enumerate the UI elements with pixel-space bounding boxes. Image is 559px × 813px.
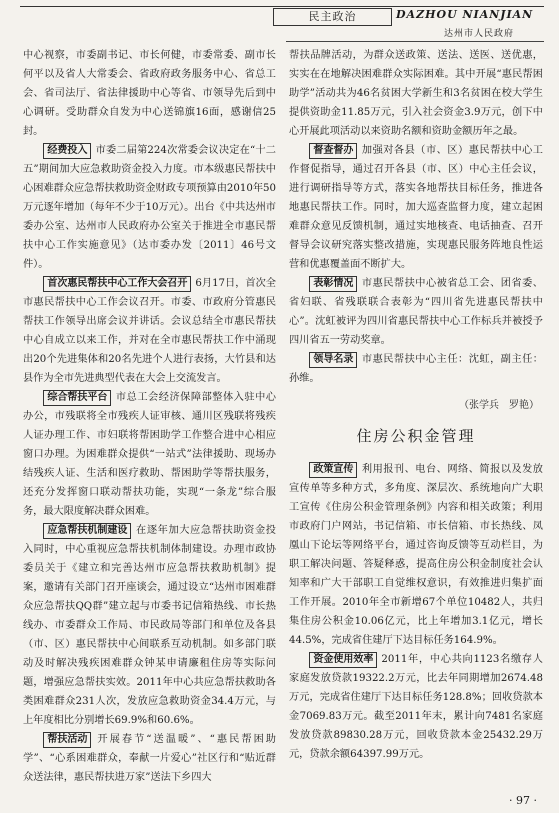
right-column bbox=[289, 46, 543, 764]
paragraph bbox=[23, 274, 276, 388]
journal-subtitle: 达州市人民政府 bbox=[444, 29, 515, 39]
paragraph-text: 开展春节“送温暖”、“惠民帮困助学”、“心系困难群众，奉献一片爱心”社区行和“贴近群众送法律，惠民帮扶进万家”送法下乡四大 bbox=[23, 734, 276, 783]
paragraph-text: 市惠民帮扶中心被省总工会、团省委、省妇联、省残联联合表彰为“四川省先进惠民帮扶中心”。沈虹被评为四川省惠民帮扶中心工作标兵并被授予四川省五一劳动奖章。 bbox=[289, 278, 543, 346]
paragraph-tag: 综合帮扶平台 bbox=[43, 390, 111, 406]
paragraph-text: 6月17日，首次全市惠民帮扶中心工作会议召开。市委、市政府分管惠民帮扶工作领导出席会议并讲话。会议总结全市惠民帮扶中心自成立以来工作，并对在全市惠民帮扶工作中涌现出20个先进集体和20名先进个人进行表扬，大竹县和达县作为全市先进典型代表在大会上交流发言。 bbox=[23, 278, 276, 384]
paragraph-tag: 资金使用效率 bbox=[309, 652, 377, 668]
paragraph bbox=[23, 730, 276, 787]
paragraph-tag: 表彰情况 bbox=[309, 276, 357, 292]
paragraph-text: 市惠民帮扶中心主任：沈虹，副主任：孙维。 bbox=[289, 354, 543, 384]
paragraph bbox=[289, 141, 543, 274]
paragraph bbox=[23, 521, 276, 730]
paragraph-tag: 帮扶活动 bbox=[43, 732, 91, 748]
journal-title: DAZHOU NIANJIAN bbox=[396, 8, 534, 21]
paragraph-text: 市委二届第224次常委会议决定在“十二五”期间加大应急救助资金投入力度。市本级惠民帮扶中心困难群众应急帮扶救助资金财政专项预算由2010年50万元逐年增加（每年不少于10万元）。出台《中共达州市委办公室、达州市人民政府办公室关于推进全市惠民帮扶中心工作实施意见》（达市委办发〔2011〕46号文件）。 bbox=[23, 145, 276, 270]
paragraph-text: 2011年，中心共向1123名缴存人家庭发放贷款19322.2万元，比去年同期增加2674.48万元，完成省住建厅下达目标任务128.8%；回收贷款本金7069.83万元。截至2011年末，累计向7481名家庭发放贷款89830.28万元，回收贷款本金25432.29万元，贷款余额64397.99万元。 bbox=[289, 654, 543, 760]
paragraph-tag: 应急帮扶机制建设 bbox=[43, 523, 131, 539]
section-title: 住房公积金管理 bbox=[356, 427, 476, 445]
paragraph-text: 在逐年加大应急帮扶助资金投入同时，中心重视应急帮扶机制体制建设。办理市政协委员关于《建立和完善达州市应急帮扶救助机制》提案，邀请有关部门召开座谈会，通过设立“达州市困难群众应急帮扶QQ群”建立起与市委书记信箱热线、市长热线办、市委群众工作局、市民政局等部门和单位及各县（市、区）惠民帮扶中心间联系互动机制。如多部门联动及时解决残疾困难群众钟某申请廉租住房等实际问题，增强应急帮扶实效。2011年中心共应急帮扶救助各类困难群众231人次，发放应急救助资金34.4万元，与上年度相比分别增长69.9%和60.6%。 bbox=[23, 525, 276, 726]
paragraph bbox=[289, 350, 543, 388]
left-intro: 中心视察，市委副书记、市长何健，市委常委、副市长何平以及省人大常委会、省政府政务服务中心、省总工会、省司法厅、省法律援助中心等省、市领导先后到中心调研。受助群众自发为中心送锦旗16面，感谢信25封。 bbox=[23, 50, 276, 137]
header-rule-2 bbox=[286, 41, 544, 42]
header-rule bbox=[20, 6, 544, 7]
paragraph-text: 市总工会经济保障部整体入驻中心办公，市残联将全市残疾人证审核、通川区残联将残疾人证办理工作、市妇联将帮困助学工作整合进中心相应窗口办理。为困难群众提供“一站式”法律援助、现场办结残疾人证、生活和医疗救助、帮困助学等帮扶服务，还充分发挥窗口联动帮扶功能，实现“一条龙”综合服务，最大限度解决群众困难。 bbox=[23, 392, 276, 517]
page-number: · 97 · bbox=[509, 794, 537, 807]
paragraph-tag: 领导名录 bbox=[309, 352, 357, 368]
paragraph-text: 利用报刊、电台、网络、简报以及发放宣传单等多种方式，多角度、深层次、系统地向广大职工宣传《住房公积金管理条例》内容和相关政策；利用市政府门户网站，书记信箱、市长信箱、市长热线、凤凰山下论坛等网络平台，通过咨询反馈等互动栏目，为职工解决问题、答疑释惑，提高住房公积金制度社会认知率和广大干部职工自觉维权意识，有效推进归集扩面工作开展。2010年全市新增67个单位10482人，共归集住房公积金10.06亿元，比上年增加3.1亿元，增长44.5%，完成省住建厅下达目标任务164.9%。 bbox=[289, 464, 543, 646]
right-intro: 帮扶品牌活动，为群众送政策、送法、送医、送优惠，实实在在地解决困难群众实际困难。其中开展“惠民帮困助学”活动共为46名贫困大学新生和3名贫困在校大学生提供资助金11.85万元，引入社会资金3.9万元，创下中心开展此项活动以来资助名额和资助金额历年之最。 bbox=[289, 50, 543, 137]
section-tag: 民主政治 bbox=[273, 8, 392, 26]
author-credit: （张学兵 罗艳） bbox=[459, 400, 539, 411]
left-column bbox=[23, 46, 276, 787]
paragraph bbox=[23, 388, 276, 521]
paragraph bbox=[289, 460, 543, 650]
paragraph-tag: 督查督办 bbox=[309, 143, 357, 159]
paragraph-tag: 经费投入 bbox=[43, 143, 91, 159]
paragraph bbox=[289, 274, 543, 350]
paragraph-tag: 首次惠民帮扶中心工作大会召开 bbox=[43, 276, 191, 292]
paragraph-tag: 政策宣传 bbox=[309, 462, 357, 478]
paragraph-text: 加强对各县（市、区）惠民帮扶中心工作督促指导，通过召开各县（市、区）中心主任会议，进行调研指导等方式，落实各地帮扶目标任务，推进各地惠民帮扶工作。同时，加大巡查监督力度，建立起困难群众意见反馈机制，通过实地核查、电话抽查、召开督导会议研究落实整改措施，实现惠民服务阵地良性运营和优惠覆盖面不断扩大。 bbox=[289, 145, 543, 270]
paragraph bbox=[289, 650, 543, 764]
paragraph bbox=[23, 141, 276, 274]
